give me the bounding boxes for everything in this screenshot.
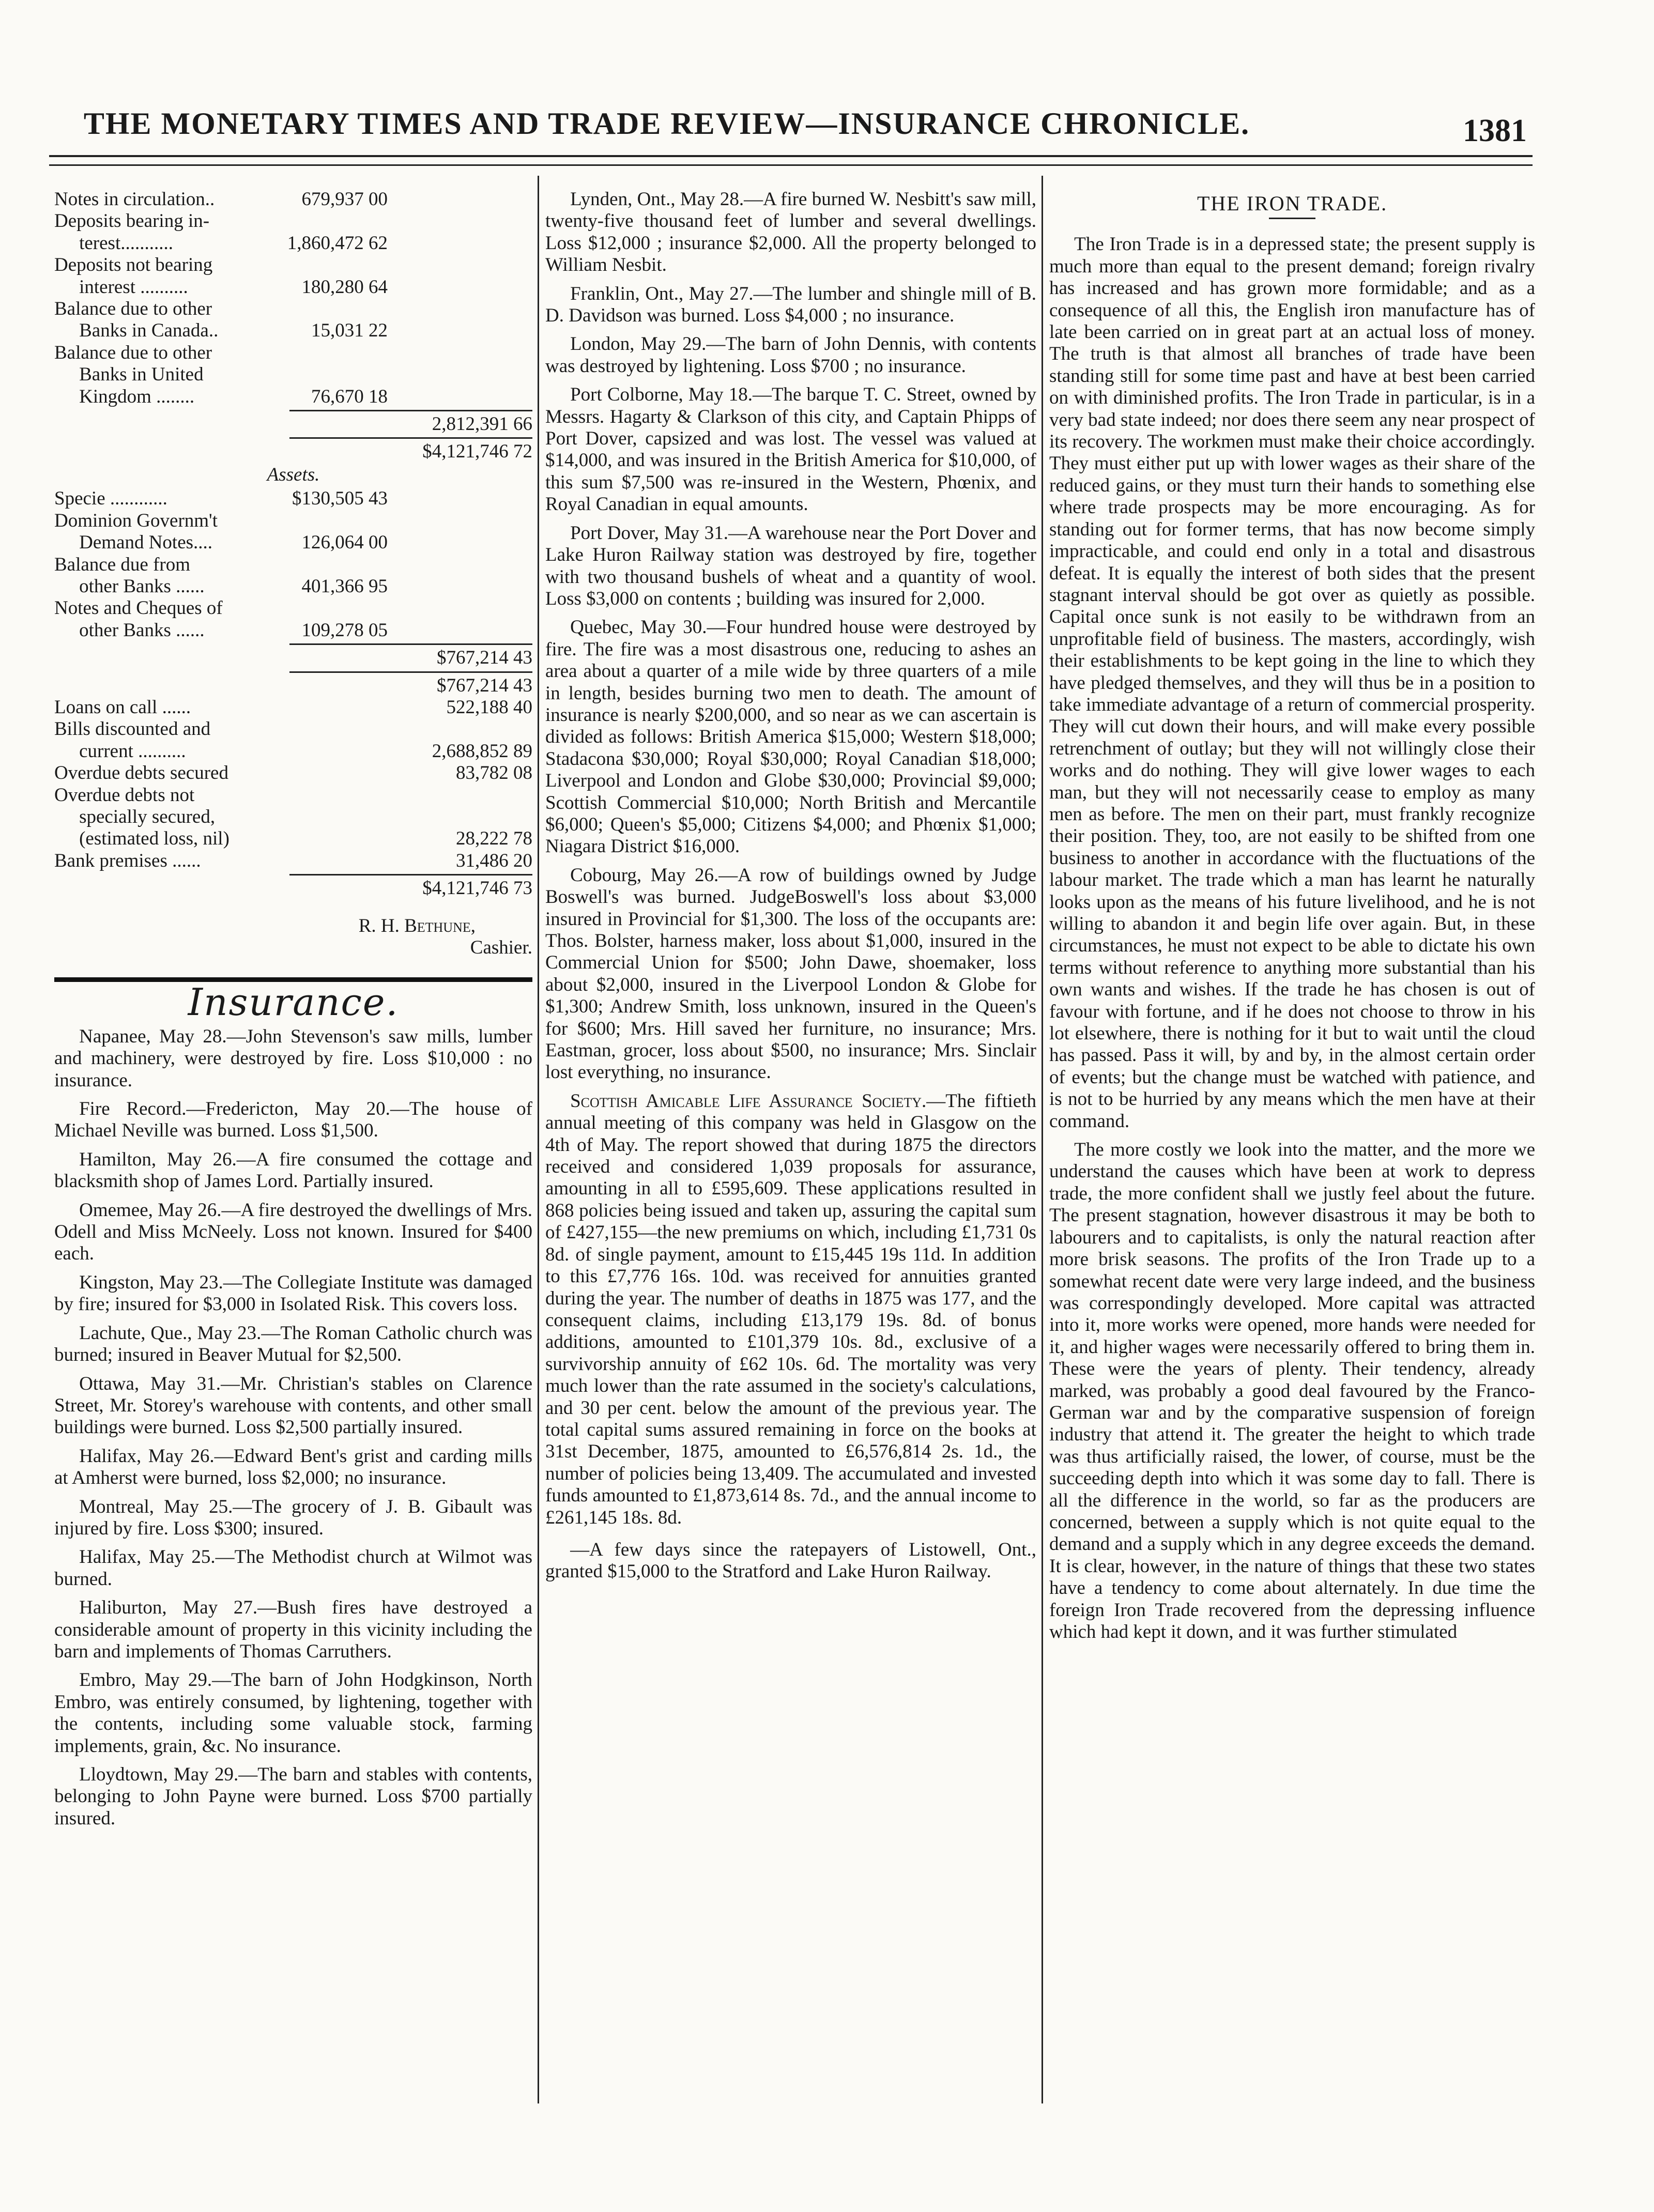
financial-amount: 2,688,852 89 <box>432 740 532 762</box>
financial-amount: 76,670 18 <box>311 386 388 407</box>
financial-row <box>54 597 532 619</box>
insurance-item: Ottawa, May 31.—Mr. Christian's stables on Clarence Street, Mr. Storey's warehouse with contents, and other small buildings were burned. Loss $2,500 partially insured. <box>54 1373 532 1438</box>
heading-dash <box>1269 218 1315 219</box>
financial-label: Notes in circulation.. <box>54 189 215 210</box>
financial-row <box>54 210 532 232</box>
financial-row <box>54 189 532 210</box>
financial-label: Bank premises ...... <box>54 850 201 871</box>
financial-label: Banks in Canada.. <box>79 320 219 342</box>
header-rule-top <box>49 155 1533 157</box>
financial-label: Demand Notes.... <box>79 532 213 554</box>
insurance-heading: Insurance. <box>188 980 399 1024</box>
signature <box>54 915 532 959</box>
scottish-amicable-body: —The fiftieth annual meeting of this company was held in Glasgow on the 4th of May. The report showed that during 1875 the directors received and considered 1,039 proposals for assurance, amounting in all to £595,609. These applications resulted in 868 policies being issued and taken up, assuring the capital sum of £427,155—the new premiums on which, including £1,731 0s 8d. of single payment, amount to £15,445 19s 11d. In addition to this £7,776 16s. 10d. was received for annuities granted during the year. The number of deaths in 1875 was 177, and the consequent claims, including £13,179 19s. 8d. of bonus additions, amounted to £101,379 10s. 8d., exclusive of a survivorship annuity of £62 10s. 6d. The mortality was very much lower than the rate assumed in the society's calculations, and 30 per cent. below the amount of the previous year. The total capital sums assured remaining in force on the books at 31st December, 1875, amounted to £6,576,814 2s. 1d., the number of policies being 13,409. The accumulated and invested funds amounted to £1,873,614 8s. 7d., and the annual income to £261,145 18s. 8d. <box>545 1090 1036 1528</box>
assets-subtotal-repeat-row <box>54 675 532 697</box>
assets-heading: Assets. <box>267 464 320 485</box>
assets-subtotal-repeat: $767,214 43 <box>437 674 532 696</box>
listowel-note: —A few days since the ratepayers of Listowell, Ont., granted $15,000 to the Stratford and Lake Huron Railway. <box>545 1539 1036 1583</box>
financial-label: other Banks ...... <box>79 619 205 641</box>
fire-report: Lynden, Ont., May 28.—A fire burned W. Nesbitt's saw mill, twenty-five thousand feet of lumber and several dwellings. Loss $12,000 ; insurance $2,000. All the property belonged to William Nesbit. <box>545 189 1036 276</box>
financial-label: Notes and Cheques of <box>54 597 223 619</box>
insurance-item: Embro, May 29.—The barn of John Hodgkinson, North Embro, was entirely consumed, by lightening, together with the contents, including some valuable stock, farming implements, grain, &c. No insurance. <box>54 1669 532 1757</box>
financial-row <box>54 697 532 718</box>
financial-amount: 83,782 08 <box>456 762 532 784</box>
total-rule <box>289 410 532 411</box>
fire-report: Cobourg, May 26.—A row of buildings owned by Judge Boswell's was burned. JudgeBoswell's loss about $3,000 insured in Provincial for $1,300. The loss of the occupants are: Thos. Bolster, harness maker, loss about $1,000, insured in the Commercial Union for $500; John Dawe, shoemaker, loss about $2,000, insured in the Liverpool London & Globe for $1,300; Andrew Smith, loss unknown, insured in the Queen's for $600; Mrs. Hill saved her furniture, no insurance; Mrs. Eastman, grocer, loss about $500, no insurance; Mrs. Sinclair lost everything, no insurance. <box>545 864 1036 1083</box>
financial-amount: 109,278 05 <box>301 619 388 641</box>
financial-amount: 180,280 64 <box>301 276 388 298</box>
liabilities-total: 2,812,391 66 <box>432 413 532 435</box>
financial-row <box>54 850 532 872</box>
column-divider-1 <box>538 176 539 2103</box>
financial-amount <box>289 342 388 364</box>
financial-label: Loans on call ...... <box>54 696 191 718</box>
insurance-item: Haliburton, May 27.—Bush fires have destroyed a considerable amount of property in this vicinity including the barn and implements of Thomas Carruthers. <box>54 1597 532 1662</box>
financial-row <box>54 233 532 254</box>
assets-grand-total: $4,121,746 73 <box>422 878 532 899</box>
iron-trade-paragraph: The more costly we look into the matter, and the more we understand the causes which have been at work to depress trade, the more confident shall we justly feel about the future. The present stagnation, however disastrous it may be both to labourers and to capitalists, is only the natural reaction after more brisk seasons. The profits of the Iron Trade up to a somewhat recent date were very large indeed, and the business was correspondingly developed. More capital was attracted into it, more works were opened, more hands were needed for it, and higher wages were necessarily offered to bring them in. These were the years of plenty. Their tendency, already marked, was probably a good deal favoured by the Franco-German war and by the comparative suspension of foreign industry that attend it. The greater the height to which trade was thus artificially raised, the lower, of course, must be the succeeding depth into which it was some day to fall. There is all the difference in the world, so far as the producers are concerned, between a supply which is not quite equal to the demand and a supply which in any degree exceeds the demand. It is clear, however, in the nature of things that these two states have a tendency to come about alternately. In due time the foreign Iron Trade recovered from the depressing influence which had kept it down, and it was further stimulated <box>1049 1139 1535 1642</box>
financial-row <box>54 532 532 554</box>
financial-label: Kingdom ........ <box>79 386 195 407</box>
financial-amount: 522,188 40 <box>446 696 532 718</box>
total-rule <box>289 643 532 645</box>
insurance-items <box>54 1026 532 1830</box>
financial-amount: 15,031 22 <box>311 320 388 342</box>
financial-label: (estimated loss, nil) <box>79 828 229 850</box>
financial-amount: 1,860,472 62 <box>287 232 388 254</box>
financial-row <box>54 718 532 740</box>
financial-row <box>54 342 532 364</box>
financial-label: Specie ............ <box>54 488 167 510</box>
total-rule <box>289 874 532 875</box>
scottish-amicable-article <box>545 1090 1036 1529</box>
fire-report: Quebec, May 30.—Four hundred house were destroyed by fire. The fire was a most disastrous one, reducing to ashes an area about a quarter of a mile wide by three quarters of a mile in length, besides burning two men to death. The amount of insurance is nearly $200,000, and so near as we can ascertain is divided as follows: British America $15,000; Western $18,000; Stadacona $30,000; Royal $30,000; Royal Canadian $18,000; Liverpool and London and Globe $30,000; Provincial $9,000; Scottish Commercial $10,000; North British and Mercantile $6,000; Queen's $5,000; Citizens $4,000; and Phœnix $1,000; Niagara District $16,000. <box>545 617 1036 857</box>
masthead-title: THE MONETARY TIMES AND TRADE REVIEW—INSURANCE CHRONICLE. <box>83 106 1250 141</box>
assets-subtotal-row <box>54 647 532 669</box>
financial-row <box>54 576 532 597</box>
financial-label: Balance due to other <box>54 342 212 363</box>
financial-amount <box>289 510 388 532</box>
insurance-item: Halifax, May 25.—The Methodist church at Wilmot was burned. <box>54 1546 532 1590</box>
liabilities-grand-total-row <box>54 441 532 463</box>
financial-amount <box>289 210 388 232</box>
column-middle <box>545 189 1036 1590</box>
financial-amount <box>289 254 388 276</box>
signature-title: Cashier. <box>470 937 532 958</box>
financial-amount: 679,937 00 <box>301 189 388 210</box>
financial-amount <box>289 364 388 386</box>
liabilities-list <box>54 189 532 408</box>
fire-report: Franklin, Ont., May 27.—The lumber and shingle mill of B. D. Davidson was burned. Loss $4,000 ; no insurance. <box>545 283 1036 327</box>
signature-name: R. H. Bethune, <box>358 915 476 936</box>
insurance-item: Omemee, May 26.—A fire destroyed the dwellings of Mrs. Odell and Miss McNeely. Loss not known. Insured for $400 each. <box>54 1199 532 1265</box>
column-left <box>54 189 532 1836</box>
liabilities-total-row <box>54 413 532 435</box>
insurance-item: Montreal, May 25.—The grocery of J. B. Gibault was injured by fire. Loss $300; insured. <box>54 1496 532 1539</box>
financial-row <box>54 762 532 784</box>
financial-label: Balance due to other <box>54 298 212 320</box>
financial-row <box>54 510 532 532</box>
total-rule <box>289 437 532 439</box>
financial-row <box>54 828 532 850</box>
iron-trade-article <box>1049 234 1535 1643</box>
financial-label: specially secured, <box>79 806 216 827</box>
financial-row <box>54 386 532 408</box>
liabilities-grand-total: $4,121,746 72 <box>422 441 532 463</box>
fire-report: London, May 29.—The barn of John Dennis, with contents was destroyed by lightening. Loss $700 ; no insurance. <box>545 333 1036 377</box>
fire-reports <box>545 189 1036 1084</box>
insurance-item: Fire Record.—Fredericton, May 20.—The house of Michael Neville was burned. Loss $1,500. <box>54 1098 532 1142</box>
fire-report: Port Dover, May 31.—A warehouse near the Port Dover and Lake Huron Railway station was destroyed by fire, together with two thousand bushels of wheat and a quantity of wool. Loss $3,000 on contents ; building was insured for 2,000. <box>545 522 1036 609</box>
financial-row <box>54 298 532 320</box>
fire-report: Port Colborne, May 18.—The barque T. C. Street, owned by Messrs. Hagarty & Clarkson of this city, and Captain Phipps of Port Dover, capsized and was lost. The vessel was valued at $14,000, and was insured in the British America for $10,000, of this sum $7,500 was re-insured in the Western, Phœnix, and Royal Canadian in equal amounts. <box>545 384 1036 515</box>
financial-amount: $130,505 43 <box>292 488 388 510</box>
other-assets-list <box>54 697 532 872</box>
financial-amount <box>434 785 532 806</box>
financial-label: interest .......... <box>79 276 188 298</box>
financial-row <box>54 364 532 386</box>
assets-subtotal: $767,214 43 <box>437 647 532 669</box>
financial-amount <box>289 554 388 576</box>
financial-amount <box>434 806 532 828</box>
page-number: 1381 <box>1463 113 1527 148</box>
financial-amount <box>434 718 532 740</box>
financial-amount: 401,366 95 <box>301 575 388 597</box>
financial-label: terest........... <box>79 232 173 254</box>
financial-row <box>54 488 532 510</box>
insurance-item: Lloydtown, May 29.—The barn and stables with contents, belonging to John Payne were burned. Loss $700 partially insured. <box>54 1764 532 1829</box>
insurance-item: Halifax, May 26.—Edward Bent's grist and carding mills at Amherst were burned, loss $2,000; no insurance. <box>54 1445 532 1489</box>
financial-amount <box>289 298 388 320</box>
financial-row <box>54 806 532 828</box>
financial-row <box>54 620 532 641</box>
insurance-item: Napanee, May 28.—John Stevenson's saw mills, lumber and machinery, were destroyed by fire. Loss $10,000 : no insurance. <box>54 1025 532 1091</box>
column-divider-2 <box>1042 176 1043 2103</box>
financial-row <box>54 785 532 806</box>
financial-amount: 28,222 78 <box>456 828 532 850</box>
financial-label: Deposits bearing in- <box>54 210 210 232</box>
financial-label: Bills discounted and <box>54 718 211 740</box>
financial-row <box>54 741 532 762</box>
financial-amount: 31,486 20 <box>456 850 532 871</box>
financial-label: Dominion Governm't <box>54 510 218 531</box>
iron-trade-heading: THE IRON TRADE. <box>1197 192 1388 215</box>
financial-label: current .......... <box>79 740 186 762</box>
financial-label: Balance due from <box>54 554 190 575</box>
financial-label: Deposits not bearing <box>54 254 213 276</box>
column-right <box>1049 189 1535 1650</box>
iron-trade-paragraph: The Iron Trade is in a depressed state; the present supply is much more than equal to the present demand; foreign rivalry has increased and has grown more formidable; and as a consequence of all this, the English iron manufacture has of late been carried on in great part at an actual loss of money. The truth is that almost all branches of trade have been standing still for some time past and have at best been carried on with diminished profits. The Iron Trade in particular, is in a very bad state indeed; nor does there seem any near prospect of its recovery. The workmen must make their choice accordingly. They must either put up with lower wages as their share of the reduced gains, or they must turn their hands to something else where trade prospects may be more encouraging. As for standing out for former terms, that has now become simply impracticable, and could end only in a total and disastrous defeat. It is equally the interest of both sides that the present stagnant interval should be got over as quietly as possible. Capital once sunk is not easily to be withdrawn from an unprofitable field of business. The masters, accordingly, wish their establishments to be kept going in the line to which they have pledged themselves, and they will thus be in a position to take immediate advantage of a return of commercial prosperity. They will cut down their hours, and will make every possible retrenchment of outlay; but they will not willingly close their works and do nothing. They will give lower wages to each man, but they will not necessarily cease to employ as many men as before. The men on their part, must frankly recognize their position. They, too, are not easily to be shifted from one business to another in accordance with the fluctuations of the labour market. The trade which a man has learnt he naturally looks upon as the means of his future livelihood, and he is not willing to abandon it and begin life over again. But, in these circumstances, he must not expect to be able to dictate his own terms without reference to anything more substantial than his own wants and wishes. If the trade he has chosen is out of favour with fortune, and if he does not choose to throw in his lot elsewhere, there is nothing for it but to wait until the cloud has passed. Pass it will, by and by, in the almost certain order of events; but the change must be watched with patience, and is not to be hurried by any means which the men have at their command. <box>1049 234 1535 1132</box>
insurance-item: Hamilton, May 26.—A fire consumed the cottage and blacksmith shop of James Lord. Partially insured. <box>54 1148 532 1192</box>
financial-row <box>54 276 532 298</box>
insurance-item: Kingston, May 23.—The Collegiate Institute was damaged by fire; insured for $3,000 in Isolated Risk. This covers loss. <box>54 1271 532 1315</box>
financial-row <box>54 554 532 576</box>
total-rule <box>289 671 532 673</box>
assets-grand-total-row <box>54 878 532 899</box>
financial-row <box>54 320 532 342</box>
assets-list <box>54 488 532 641</box>
insurance-item: Lachute, Que., May 23.—The Roman Catholic church was burned; insured in Beaver Mutual for $2,500. <box>54 1322 532 1366</box>
financial-label: Overdue debts not <box>54 784 195 806</box>
financial-label: Overdue debts secured <box>54 762 228 784</box>
financial-amount: 126,064 00 <box>301 532 388 554</box>
financial-label: other Banks ...... <box>79 575 205 597</box>
scottish-amicable-head: Scottish Amicable Life Assurance Society. <box>570 1090 927 1112</box>
financial-row <box>54 254 532 276</box>
header-rule-bottom <box>49 164 1533 166</box>
financial-label: Banks in United <box>79 364 204 386</box>
financial-amount <box>289 597 388 619</box>
